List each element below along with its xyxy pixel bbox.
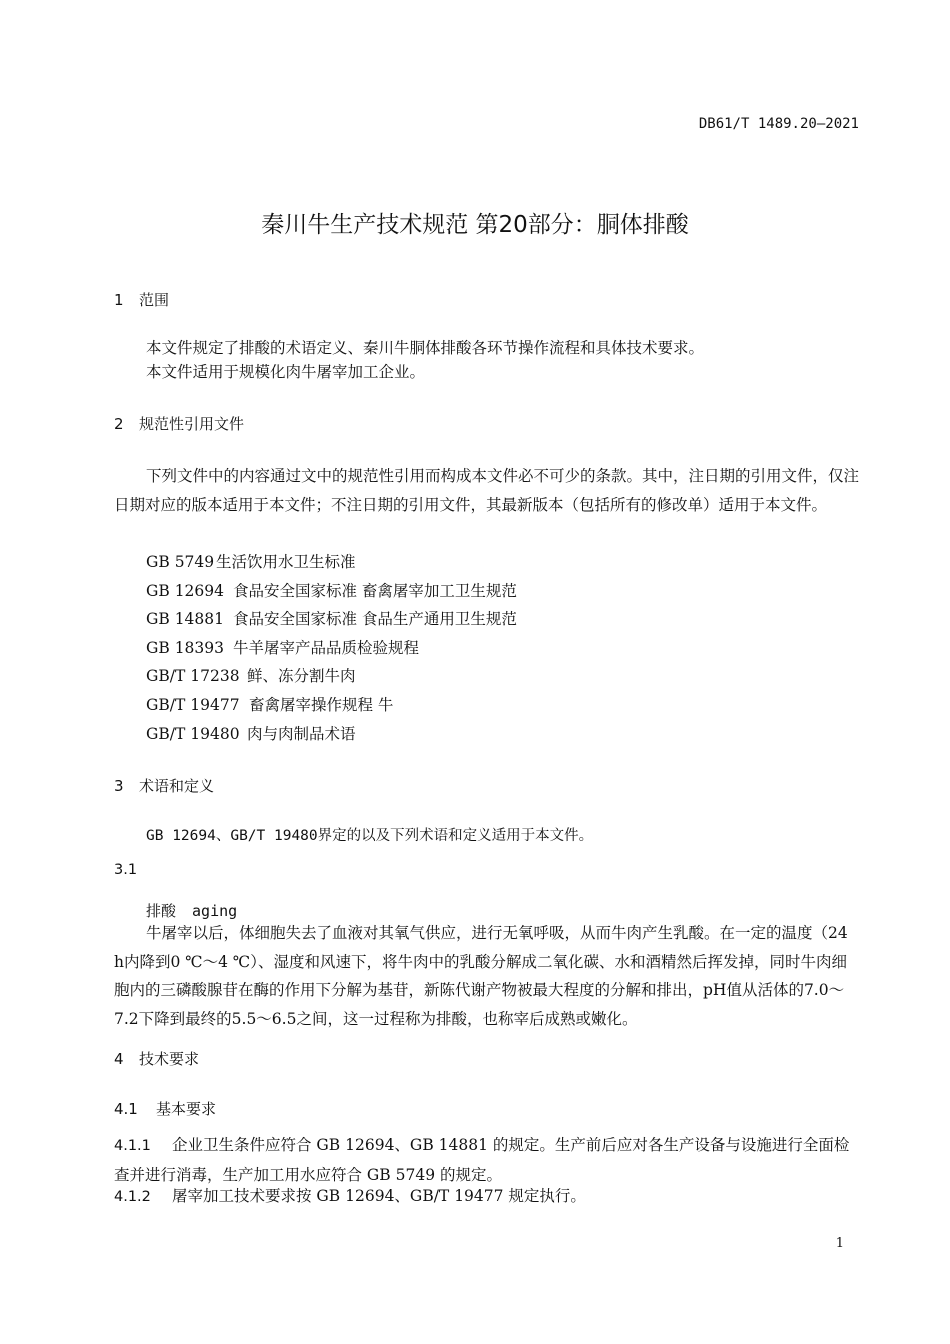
page-number: 1: [835, 1236, 844, 1251]
terms-intro: GB 12694、GB/T 19480界定的以及下列术语和定义适用于本文件。: [146, 828, 594, 844]
document-title: 秦川牛生产技术规范 第20部分：胴体排酸: [261, 212, 689, 238]
section-title: 范围: [139, 291, 170, 309]
section-number: 3: [114, 777, 124, 795]
term-english: aging: [192, 902, 238, 920]
reference-item: [146, 577, 517, 606]
clause-text: 企业卫生条件应符合 GB 12694、GB 14881 的规定。生产前后应对各生产设备与设施进行全面检查并进行消毒，生产加工用水应符合 GB 5749 的规定。: [114, 1136, 850, 1184]
document-number: DB61/T 1489.20—2021: [698, 116, 859, 132]
subsection-number: 4.1: [114, 1100, 138, 1118]
clause-number: 4.1.2: [114, 1189, 151, 1205]
section-number: 2: [114, 415, 124, 433]
clause-text: 屠宰加工技术要求按 GB 12694、GB/T 19477 规定执行。: [172, 1187, 586, 1205]
reference-list: [146, 548, 517, 748]
section-title: 规范性引用文件: [139, 415, 245, 433]
reference-title: 鲜、冻分割牛肉: [247, 667, 356, 686]
scope-paragraph-2: 本文件适用于规模化肉牛屠宰加工企业。: [146, 363, 426, 381]
clause-4-1-2: [114, 1182, 860, 1212]
reference-title: 畜禽屠宰操作规程 牛: [249, 695, 394, 714]
reference-item: [146, 662, 517, 691]
term-number: 3.1: [114, 862, 138, 878]
reference-code: GB/T 19477: [146, 695, 240, 714]
term-definition: 牛屠宰以后，体细胞失去了血液对其氧气供应，进行无氧呼吸，从而牛肉产生乳酸。在一定的温度（24 h内降到0 ℃～4 ℃）、湿度和风速下，将牛肉中的乳酸分解成二氧化碳、水和酒精然后挥发掉，同时牛肉细胞内的三磷酸腺苷在酶的作用下分解为基苷，新陈代谢产物被最大程度的分解和排出，pH值从活体的7.0～7.2下降到最终的5.5～6.5之间，这一过程称为排酸，也称宰后成熟或嫩化。: [114, 924, 848, 1028]
reference-item: [146, 634, 517, 663]
subsection-title: 基本要求: [156, 1100, 217, 1118]
term-heading: [146, 900, 237, 921]
section-title: 术语和定义: [139, 777, 215, 795]
section-number: 1: [114, 291, 124, 309]
clause-number: 4.1.1: [114, 1138, 151, 1154]
term-chinese: 排酸: [146, 902, 177, 920]
reference-item: [146, 548, 517, 577]
section-1-heading: [114, 289, 169, 310]
reference-item: [146, 720, 517, 749]
reference-code: GB 18393: [146, 638, 225, 657]
section-number: 4: [114, 1050, 124, 1068]
normative-refs-intro: 下列文件中的内容通过文中的规范性引用而构成本文件必不可少的条款。其中，注日期的引用文件，仅注日期对应的版本适用于本文件；不注日期的引用文件，其最新版本（包括所有的修改单）适用于本文件。: [114, 467, 860, 514]
reference-code: GB/T 19480: [146, 724, 240, 743]
scope-paragraph-1: 本文件规定了排酸的术语定义、秦川牛胴体排酸各环节操作流程和具体技术要求。: [146, 339, 705, 357]
reference-code: GB 12694: [146, 581, 225, 600]
reference-item: [146, 605, 517, 634]
reference-title: 食品安全国家标准 畜禽屠宰加工卫生规范: [233, 581, 517, 600]
reference-title: 牛羊屠宰产品品质检验规程: [233, 638, 420, 657]
reference-item: [146, 691, 517, 720]
reference-code: GB 14881: [146, 610, 225, 629]
reference-title: 生活饮用水卫生标准: [216, 553, 356, 571]
clause-4-1-1: [114, 1131, 860, 1189]
reference-title: 食品安全国家标准 食品生产通用卫生规范: [233, 610, 517, 629]
section-2-heading: [114, 413, 244, 434]
section-title: 技术要求: [139, 1050, 200, 1068]
subsection-4-1-heading: [114, 1098, 216, 1119]
reference-code: GB 5749: [146, 553, 215, 571]
reference-code: GB/T 17238: [146, 667, 240, 686]
section-4-heading: [114, 1048, 199, 1069]
reference-title: 肉与肉制品术语: [247, 724, 356, 743]
section-3-heading: [114, 775, 214, 796]
